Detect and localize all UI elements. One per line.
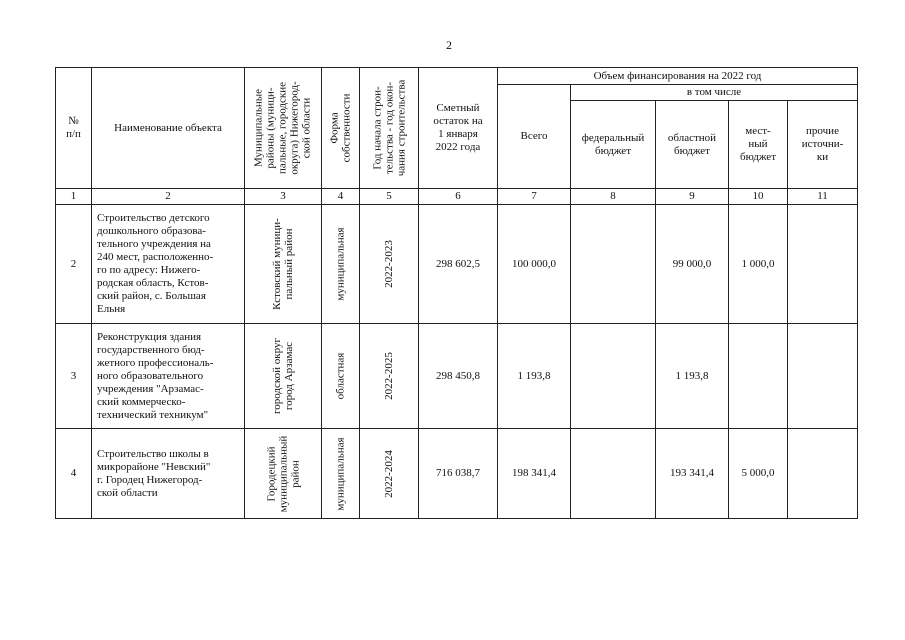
col-number: 4 (337, 190, 344, 202)
row-years: 2022-2023 (382, 240, 395, 288)
col-number: 7 (531, 190, 537, 202)
row-name: Строительство детского дошкольного образова- тельного учреждения на 240 мест, расположенно- го по адресу: Нижего- родская область, Кстов- ский район, с. Большая Ельня (97, 212, 214, 315)
row-other (788, 429, 857, 518)
row-ownership: муниципальная (334, 436, 347, 511)
col-number: 1 (70, 190, 77, 202)
header-name: Наименование объекта (114, 121, 222, 134)
table-border (857, 67, 858, 519)
row-other (788, 205, 857, 323)
row-years: 2022-2024 (382, 449, 395, 498)
row-local (729, 324, 787, 428)
row-total: 198 341,4 (512, 467, 556, 479)
row-estimate: 298 450,8 (436, 369, 480, 382)
header-funding-group: Объем финансирования на 2022 год (593, 69, 762, 82)
row-estimate: 716 038,7 (436, 467, 480, 479)
col-number: 11 (817, 190, 828, 202)
header-municipal: Муниципальные районы (муници- пальные, городские округа) Нижегород- ской области (253, 81, 314, 175)
row-num: 4 (70, 467, 77, 479)
header-years: Год начала строи- тельства - год окон- чания строительства (371, 79, 407, 177)
header-incl-group: в том числе (686, 86, 742, 98)
header-local: мест- ный бюджет (740, 125, 776, 163)
table-border (55, 518, 858, 519)
header-regional: областной бюджет (667, 131, 717, 157)
row-federal (571, 429, 655, 518)
row-local: 1 000,0 (741, 257, 775, 270)
header-federal: федеральный бюджет (581, 131, 645, 157)
header-total: Всего (520, 130, 548, 142)
row-estimate: 298 602,5 (436, 257, 480, 270)
row-num: 2 (70, 257, 77, 270)
row-total: 100 000,0 (512, 257, 556, 270)
row-municipal: Кстовский муници- пальный район (271, 218, 296, 310)
header-ownership: Форма собственности (328, 93, 353, 163)
col-number: 5 (386, 190, 392, 202)
row-total: 1 193,8 (517, 369, 551, 382)
col-number: 9 (689, 190, 695, 202)
row-num: 3 (70, 369, 77, 382)
header-num: № п/п (66, 115, 81, 140)
col-number: 8 (610, 190, 616, 202)
row-years: 2022-2025 (382, 352, 395, 400)
row-regional: 193 341,4 (670, 467, 714, 479)
col-number: 6 (455, 190, 461, 202)
row-federal (571, 324, 655, 428)
row-name: Реконструкция здания государственного бюд- жетного профессиональ- ного образовательного учреждения "Арзамас- ский коммерческо- технический техникум" (97, 330, 214, 421)
row-regional: 99 000,0 (672, 257, 712, 270)
row-federal (571, 205, 655, 323)
row-name: Строительство школы в микрорайоне "Невский" г. Городец Нижегород- ской области (97, 447, 211, 499)
header-estimate: Сметный остаток на 1 января 2022 года (433, 102, 483, 153)
row-ownership: муниципальная (334, 227, 347, 301)
row-municipal: городской округ город Арзамас (271, 337, 296, 415)
row-other (788, 324, 857, 428)
row-regional: 1 193,8 (675, 369, 709, 382)
col-number: 10 (752, 190, 764, 202)
header-other: прочие источни- ки (801, 125, 844, 163)
row-ownership: областная (334, 352, 347, 400)
page-number: 2 (446, 38, 452, 52)
row-local: 5 000,0 (741, 467, 775, 479)
row-municipal: Городецкий муниципальный район (265, 435, 302, 512)
col-number: 2 (165, 190, 171, 202)
col-number: 3 (280, 190, 286, 202)
